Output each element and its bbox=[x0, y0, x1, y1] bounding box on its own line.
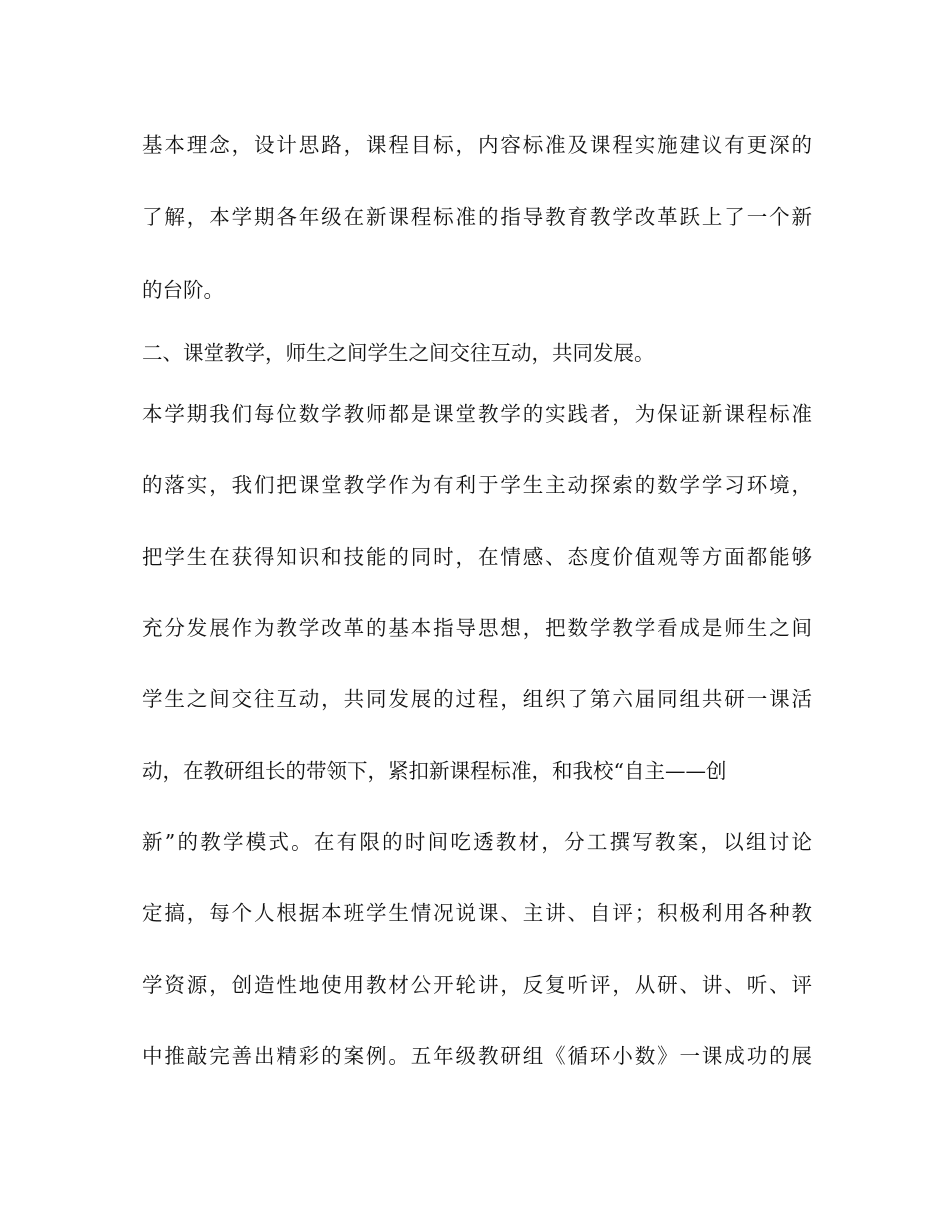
body-text-line: 充分发展作为教学改革的基本指导思想，把数学教学看成是师生之间 bbox=[142, 616, 812, 640]
body-text-line: 学生之间交往互动，共同发展的过程，组织了第六届同组共研一课活 bbox=[142, 687, 812, 711]
body-text-line: 动，在教研组长的带领下，紧扣新课程标准，和我校“自主——创 bbox=[142, 759, 727, 783]
body-text-line: 新”的教学模式。在有限的时间吃透教材，分工撰写教案，以组讨论 bbox=[142, 830, 812, 854]
body-text-line: 的落实，我们把课堂教学作为有利于学生主动探索的数学学习环境， bbox=[142, 473, 812, 497]
body-text-line: 本学期我们每位数学教师都是课堂教学的实践者，为保证新课程标准 bbox=[142, 402, 812, 426]
body-text-line: 定搞，每个人根据本班学生情况说课、主讲、自评；积极利用各种教 bbox=[142, 901, 812, 925]
body-text-line: 学资源，创造性地使用教材公开轮讲，反复听评，从研、讲、听、评 bbox=[142, 973, 812, 997]
body-text-line: 了解，本学期各年级在新课程标准的指导教育教学改革跃上了一个新 bbox=[142, 205, 812, 229]
section-heading: 二、课堂教学，师生之间学生之间交往互动，共同发展。 bbox=[142, 341, 655, 365]
body-text-line: 基本理念，设计思路，课程目标，内容标准及课程实施建议有更深的 bbox=[142, 133, 812, 157]
body-text-line: 的台阶。 bbox=[142, 278, 224, 302]
body-text-line: 把学生在获得知识和技能的同时，在情感、态度价值观等方面都能够 bbox=[142, 545, 812, 569]
body-text-line: 中推敲完善出精彩的案例。五年级教研组《循环小数》一课成功的展 bbox=[142, 1044, 812, 1068]
